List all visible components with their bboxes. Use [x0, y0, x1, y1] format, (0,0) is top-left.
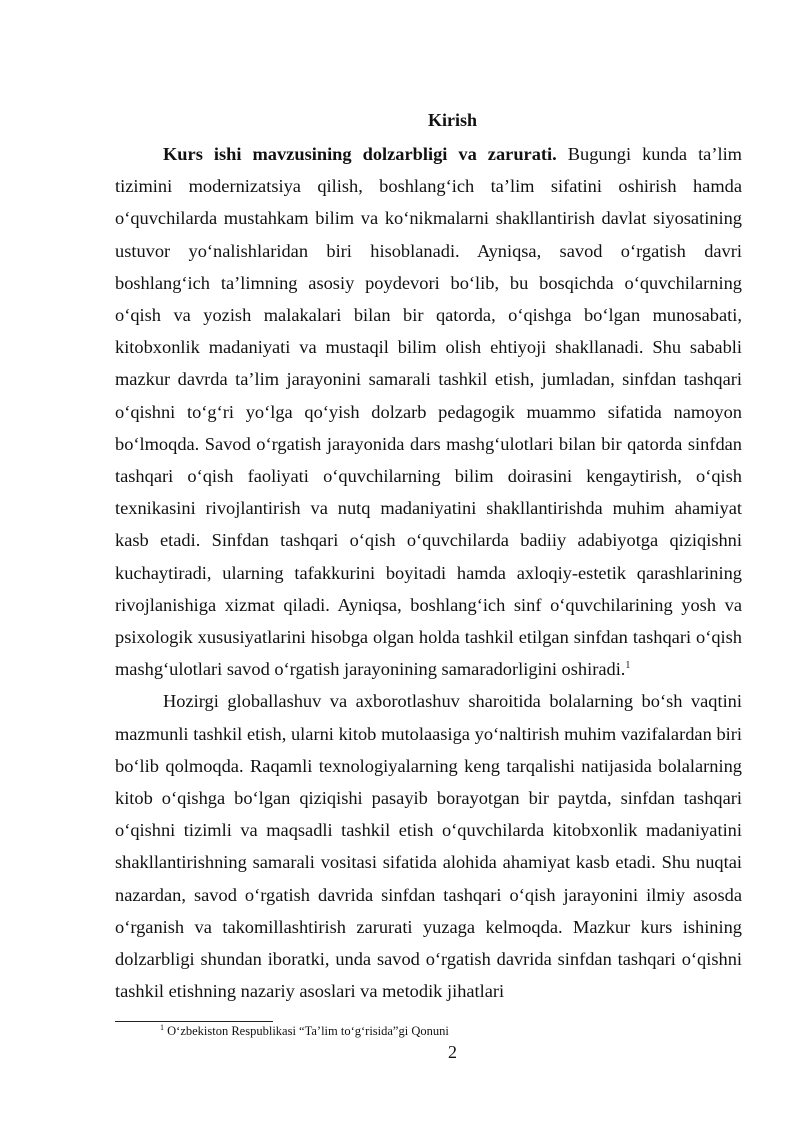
paragraph-globalization: Hozirgi globallashuv va axborotlashuv sharoitida bolalarning bo‘sh vaqtini mazmunli tashkil etish, ularni kitob mutolaasiga yo‘naltirish muhim vazifalardan biri bo‘lib qolmoqda. Raqamli texnologiyalarning keng tarqalishi natijasida bolalarning kitob o‘qishga bo‘lgan qiziqishi pasayib borayotgan bir paytda, sinfdan tashqari o‘qishni tizimli va maqsadli tashkil etish o‘quvchilarda kitobxonlik madaniyatini shakllantirishning samarali vositasi sifatida alohida ahamiyat kasb etadi. Shu nuqtai nazardan, savod o‘rgatish davrida sinfdan tashqari o‘qish jarayonini ilmiy asosda o‘rganish va takomillashtirish zarurati yuzaga kelmoqda. Mazkur kurs ishining dolzarbligi shundan iboratki, unda savod o‘rgatish davrida sinfdan tashqari o‘qishni tashkil etishning nazariy asoslari va metodik jihatlari	[115, 691, 742, 1002]
footnote-reference[interactable]: 1	[625, 660, 631, 672]
footnote-number: 1	[160, 1022, 164, 1032]
footnote	[160, 1023, 449, 1039]
paragraph-lead: Kurs ishi mavzusining dolzarbligi va zarurati.	[163, 144, 557, 164]
section-heading: Kirish	[427, 110, 477, 130]
page-number: 2	[448, 1042, 457, 1062]
paragraph-relevance	[115, 138, 742, 685]
footnote-text: O‘zbekiston Respublikasi “Ta’lim to‘g‘risida”gi Qonuni	[164, 1024, 449, 1038]
body-text	[115, 138, 742, 1007]
footnote-divider	[115, 1021, 273, 1022]
paragraph-text: Bugungi kunda ta’lim tizimini modernizatsiya qilish, boshlang‘ich ta’lim sifatini oshirish hamda o‘quvchilarda mustahkam bilim va ko‘nikmalarni shakllantirish davlat siyosatining ustuvor yo‘nalishlaridan biri hisoblanadi. Ayniqsa, savod o‘rgatish davri boshlang‘ich ta’limning asosiy poydevori bo‘lib, bu bosqichda o‘quvchilarning o‘qish va yozish malakalari bilan bir qatorda, o‘qishga bo‘lgan munosabati, kitobxonlik madaniyati va mustaqil bilim olish ehtiyoji shakllanadi. Shu sababli mazkur davrda ta’lim jarayonini samarali tashkil etish, jumladan, sinfdan tashqari o‘qishni to‘g‘ri yo‘lga qo‘yish dolzarb pedagogik muammo sifatida namoyon bo‘lmoqda. Savod o‘rgatish jarayonida dars mashg‘ulotlari bilan bir qatorda sinfdan tashqari o‘qish faoliyati o‘quvchilarning bilim doirasini kengaytirish, o‘qish texnikasini rivojlantirish va nutq madaniyatini shakllantirishda muhim ahamiyat kasb etadi. Sinfdan tashqari o‘qish o‘quvchilarda badiiy adabiyotga qiziqishni kuchaytiradi, ularning tafakkurini boyitadi hamda axloqiy-estetik qarashlarining rivojlanishiga xizmat qiladi. Ayniqsa, boshlang‘ich sinf o‘quvchilarining yosh va psixologik xususiyatlarini hisobga olgan holda tashkil etilgan sinfdan tashqari o‘qish mashg‘ulotlari savod o‘rgatish jarayonining samaradorligini oshiradi.	[115, 144, 742, 680]
